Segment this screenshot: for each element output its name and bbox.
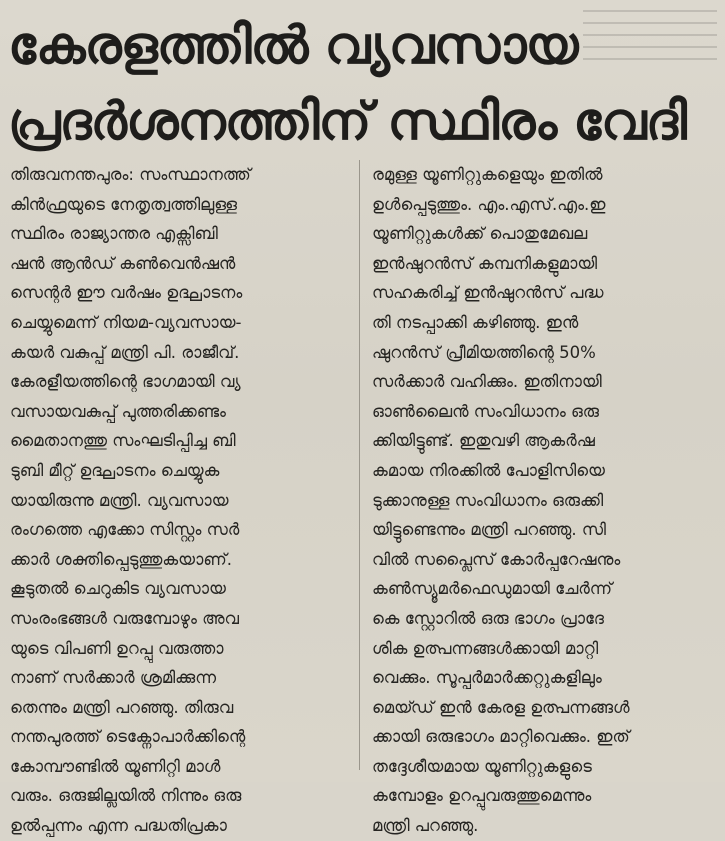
article-text-line: മൈതാനത്തു സംഘടിപ്പിച്ച ബി (10, 431, 236, 451)
article-text-line: ഉൾപ്പെടുത്തും. എം.എസ്.എം.ഇ (372, 194, 606, 214)
headline-line-1: കേരളത്തിൽ വ്യവസായ (8, 16, 578, 76)
article-text-line: തി നടപ്പാക്കി കഴിഞ്ഞു. ഇൻ (372, 312, 579, 332)
article-text-line: നാണ് സർക്കാർ ശ്രമിക്കുന്ന (10, 668, 217, 688)
article-text-line: യായിരുന്നു മന്ത്രി. വ്യവസായ (10, 490, 229, 510)
article-text-line: സ്ഥിരം രാജ്യാന്തര എക്സിബി (10, 224, 218, 244)
article-text-line: കിൻഫ്രയുടെ നേതൃത്വത്തിലുള്ള (10, 194, 238, 214)
article-text-line: മെയ്ഡ് ഇൻ കേരള ഉത്പന്നങ്ങൾ (372, 697, 630, 717)
article-text-line: രമുള്ള യൂണിറ്റുകളെയും ഇതിൽ (372, 165, 603, 184)
headline-line-2: പ്രദർശനത്തിന് സ്ഥിരം വേദി (8, 92, 687, 152)
article-text-line: ഇൻഷുറൻസ് കമ്പനികളുമായി (372, 253, 598, 273)
article-headline (8, 8, 708, 160)
article-text-line: വിൽ സപ്ലൈസ് കോർപ്പറേഷനും (372, 549, 621, 569)
article-text-line: ചെയ്യുമെന്ന് നിയമ-വ്യവസായ- (10, 312, 242, 332)
article-text-line: സെന്റർ ഈ വർഷം ഉദ്ഘാടനം (10, 283, 243, 303)
article-text-line: സഹകരിച്ച് ഇൻഷുറൻസ് പദ്ധ (372, 283, 604, 303)
article-text-line: ടുക്കാനുള്ള സംവിധാനം ഒരുക്കി (372, 490, 604, 510)
article-text-line: തദ്ദേശീയമായ യൂണിറ്റുകളുടെ (372, 756, 592, 776)
article-text-line: ശിക ഉത്പന്നങ്ങൾക്കായി മാറ്റി (372, 638, 599, 658)
article-text-line: ക്കായി ഒരുഭാഗം മാറ്റിവെക്കും. ഇത് (372, 727, 630, 747)
article-text-line: യുടെ വിപണി ഉറപ്പു വരുത്താ (10, 638, 224, 658)
article-text-line: കയർ വകുപ്പ് മന്ത്രി പി. രാജീവ്. (10, 342, 240, 362)
article-text-line: കേരളീയത്തിന്റെ ഭാഗമായി വ്യ (10, 372, 241, 392)
article-text-line: ഉൽപ്പന്നം എന്ന പദ്ധതിപ്രകാ (10, 816, 227, 836)
article-text-line: ക്കാർ ശക്തിപ്പെടുത്തുകയാണ്. (10, 549, 232, 569)
article-text-line: കെ സ്റ്റോറിൽ ഒരു ഭാഗം പ്രാദേ (372, 608, 604, 628)
article-text-line: കമായ നിരക്കിൽ പോളിസിയെ (372, 460, 605, 480)
article-text-line: നന്തപുരത്ത് ടെക്നോപാർക്കിന്റെ (10, 727, 246, 747)
article-text-line: കൂടുതൽ ചെറുകിട വ്യവസായ (10, 579, 226, 599)
article-text-line: തെന്നും മന്ത്രി പറഞ്ഞു. തിരുവ (10, 697, 234, 717)
article-text-line: വരും. ഒരുജില്ലയിൽ നിന്നും ഒരു (10, 786, 242, 806)
article-text-line: ഷുറൻസ് പ്രീമിയത്തിന്റെ 50% (372, 342, 596, 362)
article-text-line: സർക്കാർ വഹിക്കും. ഇതിനായി (372, 372, 602, 392)
article-text-line: രംഗത്തെ എക്കോ സിസ്റ്റം സർ (10, 520, 240, 540)
article-text-line: വസായവകുപ്പ് പുത്തരിക്കണ്ടം (10, 401, 226, 421)
article-column-right (372, 160, 717, 841)
article-text-line: ഷൻ ആൻഡ് കൺവെൻഷൻ (10, 253, 236, 273)
article-text-line: സംരംഭങ്ങൾ വരുമ്പോഴും അവ (10, 608, 240, 628)
column-divider (359, 160, 360, 770)
article-text-line: കൺസ്യൂമർഫെഡുമായി ചേർന്ന് (372, 579, 613, 599)
article-column-left (10, 160, 350, 841)
article-text-line: വെക്കും. സൂപ്പർമാർക്കറ്റുകളിലും (372, 668, 602, 688)
article-text-line: യിട്ടുണ്ടെന്നും മന്ത്രി പറഞ്ഞു. സി (372, 520, 606, 540)
article-text-line: കമ്പോളം ഉറപ്പുവരുത്തുമെന്നും (372, 786, 592, 806)
article-text-line: യൂണിറ്റുകൾക്ക് പൊതുമേഖല (372, 224, 588, 244)
article-text-line: ടുബി മീറ്റ് ഉദ്ഘാടനം ചെയ്യുക (10, 460, 220, 480)
article-text-line: കോമ്പൗണ്ടിൽ യൂണിറ്റി മാൾ (10, 756, 221, 776)
article-text-line: ഓൺലൈൻ സംവിധാനം ഒരു (372, 401, 600, 421)
article-text-line: ക്കിയിട്ടുണ്ട്. ഇതുവഴി ആകർഷ (372, 431, 595, 451)
article-text-line: തിരുവനന്തപുരം: സംസ്ഥാനത്ത് (10, 165, 251, 184)
article-text-line: മന്ത്രി പറഞ്ഞു. (372, 816, 479, 836)
